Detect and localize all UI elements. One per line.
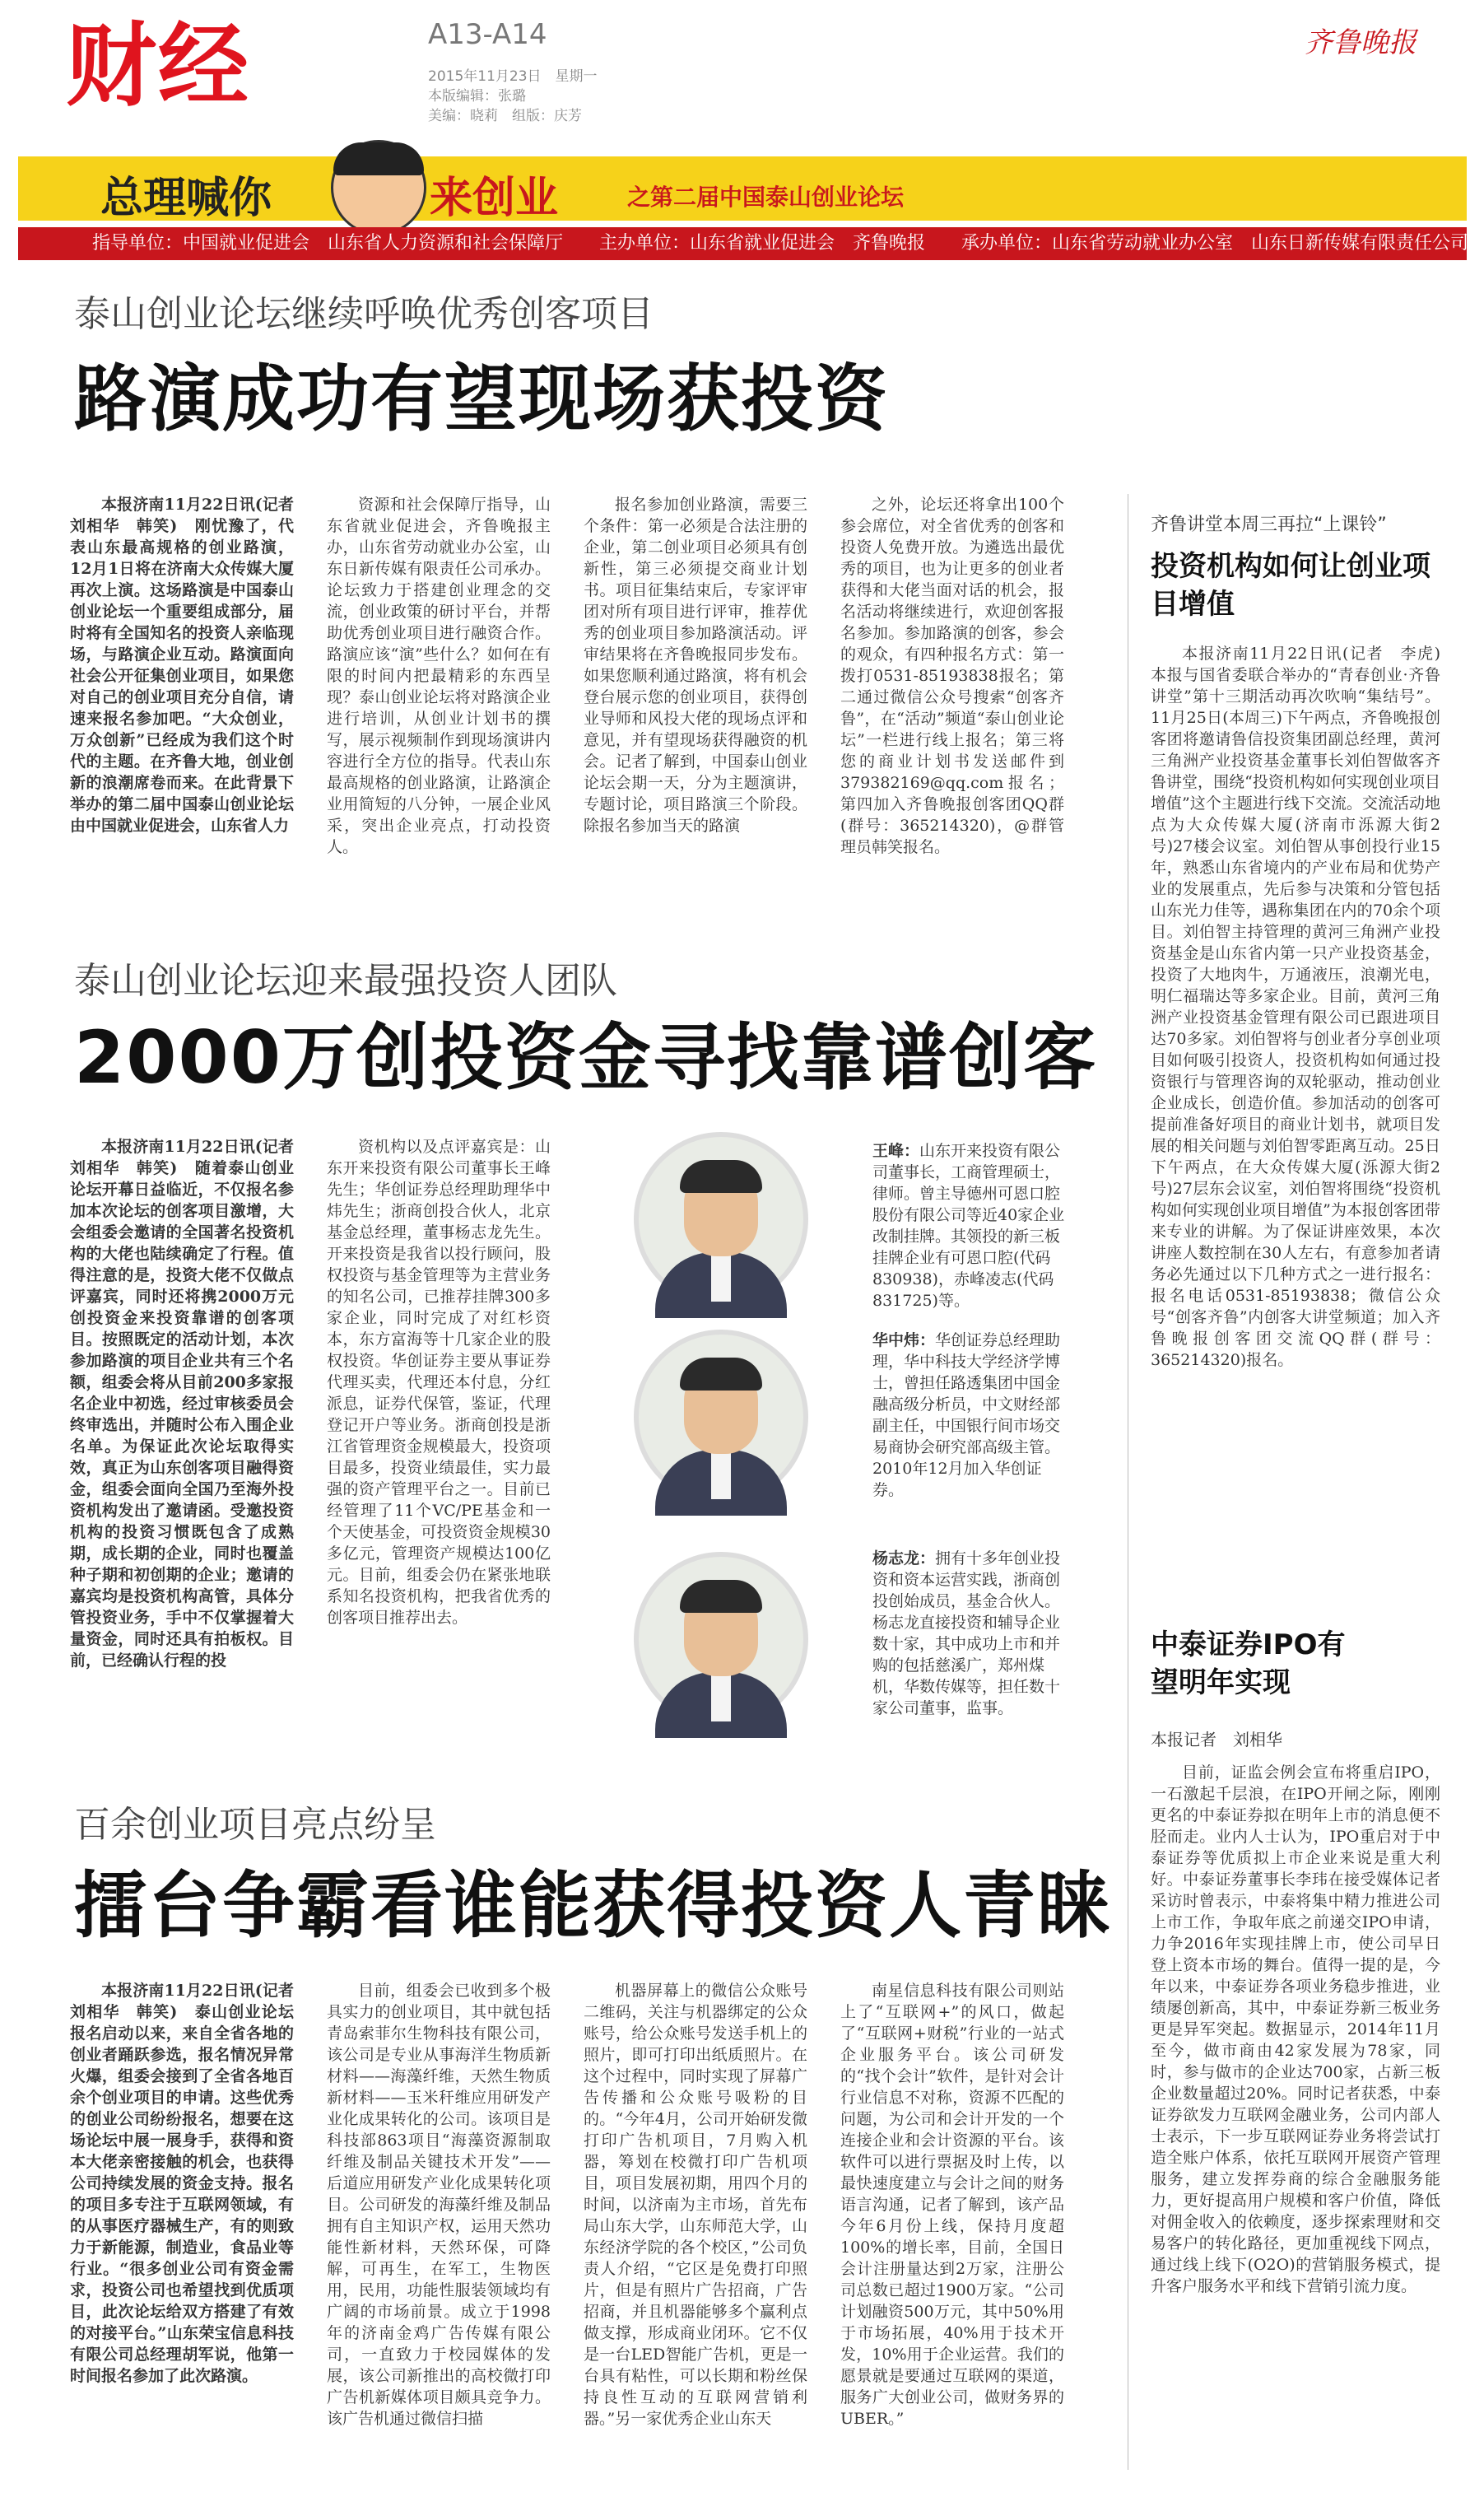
article2-col1: 本报济南11月22日讯(记者 刘相华 韩笑) 随着泰山创业论坛开幕日益临近，不仅报名参加本次论坛的创客项目激增，大会组委会邀请的全国著名投资机构的大佬也陆续确定了行程。值得注意的是，投资大佬不仅做点评嘉宾，同时还将携2000万元创投资金来投资靠谱的创客项目。按照既定的活动计划，本次参加路演的项目企业共有三个名额，组委会将从目前200多家报名企业中初选，经过审核委员会终审选出，并随时公布入围企业名单。为保证此次论坛取得实效，真正为山东创客项目融得资金，组委会面向全国乃至海外投资机构发出了邀请函。受邀投资机构的投资习惯既包含了成熟期，成长期的企业，同时也覆盖种子期和初创期的企业；邀请的嘉宾均是投资机构高管，具体分管投资业务，手中不仅掌握着大量资金，同时还具有拍板权。目前，已经确认行程的投 bbox=[70, 1138, 310, 1670]
article3-col2: 目前，组委会已收到多个极具实力的创业项目，其中就包括青岛索菲尔生物科技有限公司，该公司是专业从事海洋生物质新材料——海藻纤维，天然生物质新材料——玉米秆维应用研发产业化成果转化的公司。该项目是科技部863项目“海藻资源制取纤维及制品关键技术开发”——后道应用研发产业化成果转化项目。公司研发的海藻纤维及制品拥有自主知识产权，运用天然功能性新材料，天然环保，可降解，可再生，在军工，生物医用，民用，功能性服装领域均有广阔的市场前景。成立于1998年的济南金鸡广告传媒有限公司，一直致力于校园媒体的发展，该公司新推出的高校微打印广告机新媒体项目颇具竞争力。该广告机通过微信扫描 bbox=[327, 1982, 551, 2428]
banner-text-1: 总理喊你 bbox=[100, 174, 272, 223]
page-design: 美编：晓莉 组版：庆芳 bbox=[428, 108, 582, 124]
newspaper-logo: 齐鲁晚报 bbox=[1305, 26, 1417, 59]
investor-photo-hua-zhongwei bbox=[634, 1330, 808, 1504]
sidebar1-headline: 投资机构如何让创业项目增值 bbox=[1151, 550, 1431, 621]
article1-kicker: 泰山创业论坛继续呼唤优秀创客项目 bbox=[74, 293, 654, 335]
investor-bio-2: 华中炜：华创证券总经理助理，华中科技大学经济学博士，曾担任路透集团中国金融高级分析员，中文财经部副主任，中国银行间市场交易商协会研究部高级主管。2010年12月加入华创证券。 bbox=[872, 1331, 1061, 1499]
article1-headline: 路演成功有望现场获投资 bbox=[74, 356, 890, 441]
article2-kicker: 泰山创业论坛迎来最强投资人团队 bbox=[74, 960, 617, 1002]
article3-col1: 本报济南11月22日讯(记者 刘相华 韩笑) 泰山创业论坛报名启动以来，来自全省各地的创业者踊跃参选，报名情况异常火爆，组委会接到了全省各地百余个创业项目的申请。这些优秀的创业公司纷纷报名，想要在这场论坛中展一展身手，获得和资本大佬亲密接触的机会，也获得公司持续发展的资金支持。报名的项目多专注于互联网领域，有的从事医疗器械生产，有的则致力于新能源，制造业，食品业等行业。“很多创业公司有资金需求，投资公司也希望找到优质项目，此次论坛给双方搭建了有效的对接平台。”山东荣宝信息科技有限公司总经理胡军说，他第一时间报名参加了此次路演。 bbox=[70, 1982, 310, 2385]
article3-col3: 机器屏幕上的微信公众账号二维码，关注与机器绑定的公众账号，给公众账号发送手机上的照片，即可打印出纸质照片。在这个过程中，同时实现了屏幕广告传播和公众账号吸粉的目的。“今年4月，公司开始研发微打印广告机项目，7月购入机器，筹划在校微打印广告机项目，项目发展初期，用四个月的时间，以济南为主市场，首先布局山东大学，山东师范大学，山东经济学院的各个校区，”公司负责人介绍，“它区是免费打印照片，但是有照片广告招商，广告招商，并且机器能够多个赢利点做支撑，形成商业闭环。它不仅是一台LED智能广告机，更是一台具有粘性，可以长期和粉丝保持良性互动的互联网营销利器。”另一家优秀企业山东天 bbox=[584, 1982, 807, 2428]
banner-text-2: 来创业 bbox=[430, 174, 559, 223]
article1-col4: 之外，论坛还将拿出100个参会席位，对全省优秀的创客和投资人免费开放。为遴选出最优秀的项目，也为让更多的创业者获得和大佬当面对话的机会，报名活动将继续进行，欢迎创客报名参加。参加路演的创客，参会的观众，有四种报名方式：第一拨打0531-85193838报名；第二通过微信公众号搜索“创客齐鲁”，在“活动”频道“泰山创业论坛”一栏进行线上报名；第三将您的商业计划书发送邮件到379382169@qq.com报名；第四加入齐鲁晚报创客团QQ群(群号：365214320)，@群管理员韩笑报名。 bbox=[840, 496, 1064, 856]
article1-col3: 报名参加创业路演，需要三个条件：第一必须是合法注册的企业，第二创业项目必须具有创新性，第三必须提交商业计划书。项目征集结束后，专家评审团对所有项目进行评审，推荐优秀的创业项目参加路演活动。评审结果将在齐鲁晚报同步发布。如果您顺利通过路演，将有机会登台展示您的创业项目，获得创业导师和风投大佬的现场点评和意见，并有望现场获得融资的机会。记者了解到，中国泰山创业论坛会期一天，分为主题演讲，专题讨论，项目路演三个阶段。除报名参加当天的路演 bbox=[584, 496, 807, 835]
article1-col1: 本报济南11月22日讯(记者 刘相华 韩笑) 刚忧豫了，代表山东最高规格的创业路演，12月1日将在济南大众传媒大厦再次上演。这场路演是中国泰山创业论坛一个重要组成部分，届时将有全国知名的投资人亲临现场，与路演企业互动。路演面向社会公开征集创业项目，如果您对自己的创业项目充分自信，请速来报名参加吧。“大众创业，万众创新”已经成为我们这个时代的主题。在齐鲁大地，创业创新的浪潮席卷而来。在此背景下举办的第二届中国泰山创业论坛由中国就业促进会，山东省人力 bbox=[70, 496, 310, 835]
article1-col2: 资源和社会保障厅指导，山东省就业促进会，齐鲁晚报主办，山东省劳动就业办公室，山东日新传媒有限责任公司承办。论坛致力于搭建创业理念的交流，创业政策的研讨平台，并帮助优秀创业项目进行融资合作。路演应该“演”些什么？如何在有限的时间内把最精彩的东西呈现？泰山创业论坛将对路演企业进行培训，从创业计划书的撰写，展示视频制作到现场演讲内容进行全方位的指导。代表山东最高规格的创业路演，让路演企业用简短的八分钟，一展企业风采，突出企业亮点，打动投资人。 bbox=[327, 496, 551, 856]
investor-photo-wang-feng bbox=[634, 1132, 808, 1307]
article3-kicker: 百余创业项目亮点纷呈 bbox=[74, 1804, 436, 1846]
article3-headline: 擂台争霸看谁能获得投资人青睐 bbox=[74, 1863, 1112, 1948]
sidebar2-headline: 中泰证券IPO有望明年实现 bbox=[1151, 1628, 1346, 1699]
sidebar2-byline: 本报记者 刘相华 bbox=[1151, 1730, 1282, 1749]
sidebar2-body: 目前，证监会例会宣布将重启IPO，一石激起千层浪，在IPO开闸之际，刚刚更名的中泰证券拟在明年上市的消息便不胫而走。业内人士认为，IPO重启对于中泰证券等优质拟上市企业来说是重大利好。中泰证券董事长李玮在接受媒体记者采访时曾表示，中泰将集中精力推进公司上市工作，争取年底之前递交IPO申请，力争2016年实现挂牌上市，使公司早日登上资本市场的舞台。值得一提的是，今年以来，中泰证券各项业务稳步推进，业绩屡创新高，其中，中泰证券新三板业务更是异军突起。数据显示，2014年11月至今，做市商由42家发展为78家，同时，参与做市的企业达700家，占新三板企业数量超过20%。同时记者获悉，中泰证券欲发力互联网金融业务，公司内部人士表示，下一步互联网证券业务将尝试打造全账户体系，依托互联网开展资产管理服务，建立发挥券商的综合金融服务能力，更好提高用户规模和客户价值，降低对佣金收入的依赖度，逐步探索理财和交易客户的转化路径，更加重视线下网点，通过线上线下(O2O)的营销服务模式，提升客户服务水平和线下营销引流力度。 bbox=[1151, 1763, 1440, 2295]
issue-date: 2015年11月23日 星期一 bbox=[428, 68, 598, 85]
sidebar1 bbox=[1151, 510, 1457, 1713]
article2-headline: 2000万创投资金寻找靠谱创客 bbox=[74, 1015, 1097, 1100]
page-editor: 本版编辑：张璐 bbox=[428, 88, 526, 105]
page-numbers: A13-A14 bbox=[428, 18, 547, 51]
section-title: 财经 bbox=[66, 12, 250, 119]
organizers-line: 指导单位：中国就业促进会 山东省人力资源和社会保障厅 主办单位：山东省就业促进会 齐鲁晚报 承办单位：山东省劳动就业办公室 山东日新传媒有限责任公司 bbox=[18, 227, 1467, 260]
sidebar1-kicker: 齐鲁讲堂本周三再拉“上课铃” bbox=[1151, 515, 1387, 535]
banner-text-3: 之第二届中国泰山创业论坛 bbox=[627, 184, 905, 211]
investor-bio-3: 杨志龙：拥有十多年创业投资和资本运营实践，浙商创投创始成员，基金合伙人。杨志龙直接投资和辅导企业数十家，其中成功上市和并购的包括慈溪广，郑州煤机，华数传媒等，担任数十家公司董事，监事。 bbox=[872, 1549, 1061, 1717]
investor-photo-yang-zhilong bbox=[634, 1552, 808, 1726]
article3-col4: 南星信息科技有限公司则站上了“互联网+”的风口，做起了“互联网+财税”行业的一站式企业服务平台。该公司研发的“找个会计”软件，是针对会计行业信息不对称，资源不匹配的问题，为公司和会计开发的一个连接企业和会计资源的平台。该软件可以进行票据及时上传，以最快速度建立与会计之间的财务语言沟通，记者了解到，该产品今年6月份上线，保持月度超100%的增长率，目前，全国日会计注册量达到2万家，注册公司总数已超过1900万家。“公司计划融资500万元，其中50%用于市场拓展，40%用于技术开发，10%用于企业运营。我们的愿景就是要通过互联网的渠道，服务广大创业公司，做财务界的UBER。” bbox=[840, 1982, 1064, 2428]
sidebar2 bbox=[1151, 1626, 1440, 2429]
investor-bio-1: 王峰：山东开来投资有限公司董事长，工商管理硕士，律师。曾主导德州可恩口腔股份有限公司等近40家企业改制挂牌。其领投的新三板挂牌企业有可恩口腔(代码830938)，赤峰凌志(代码831725)等。 bbox=[872, 1142, 1065, 1310]
sidebar1-body: 本报济南11月22日讯(记者 李虎) 本报与国省委联合举办的“青春创业·齐鲁讲堂”第十三期活动再次吹响“集结号”。11月25日(本周三)下午两点，齐鲁晚报创客团将邀请鲁信投资集团副总经理，黄河三角洲产业投资基金董事长刘伯智做客齐鲁讲堂，围绕“投资机构如何实现创业项目增值”这个主题进行线下交流。交流活动地点为大众传媒大厦(济南市泺源大街2号)27楼会议室。刘伯智从事创投行业15年，熟悉山东省境内的产业布局和优势产业的发展重点，先后参与决策和分管包括山东光力佳等，遇称集团在内的70余个项目。刘伯智主持管理的黄河三角洲产业投资基金是山东省内第一只产业投资基金，投资了大地肉牛，万通液压，浪潮光电，明仁福瑞达等多家企业。目前，黄河三角洲产业投资基金管理有限公司已跟进项目达70多家。刘伯智将与创业者分享创业项目如何吸引投资人，投资机构如何通过投资银行与管理咨询的双轮驱动，推动创业企业成长，创造价值。参加活动的创客可提前准备好项目的商业计划书，就项目发展的相关问题与刘伯智零距离互动。25日下午两点，在大众传媒大厦(泺源大街2号)27层东会议室，刘伯智将围绕“投资机构如何实现创业项目增值”为本报创客团带来专业的讲解。为了保证讲座效果，本次讲座人数控制在30人左右，有意参加者请务必先通过以下几种方式之一进行报名：报名电话0531-85193838；微信公众号“创客齐鲁”内创客大讲堂频道；加入齐鲁晚报创客团交流QQ群(群号：365214320)报名。 bbox=[1151, 645, 1457, 1369]
article2-col2: 资机构以及点评嘉宾是：山东开来投资有限公司董事长王峰先生；华创证券总经理助理华中炜先生；浙商创投合伙人，北京基金总经理，董事杨志龙先生。开来投资是我省以投行顾问，股权投资与基金管理等为主营业务的知名公司，已推荐挂牌300多家企业，同时完成了对红杉资本，东方富海等十几家企业的股权投资。华创证券主要从事证券代理买卖，代理还本付息，分红派息，证券代保管，鉴证，代理登记开户等业务。浙商创投是浙江省管理资金规模最大，投资项目最多，投资业绩最佳，实力最强的资产管理平台之一。目前已经管理了11个VC/PE基金和一个天使基金，可投资资金规模30多亿元，管理资产规模达100亿元。目前，组委会仍在紧张地联系知名投资机构，把我省优秀的创客项目推荐出去。 bbox=[327, 1138, 551, 1627]
premier-cartoon-icon bbox=[331, 140, 426, 235]
forum-banner bbox=[18, 156, 1467, 221]
